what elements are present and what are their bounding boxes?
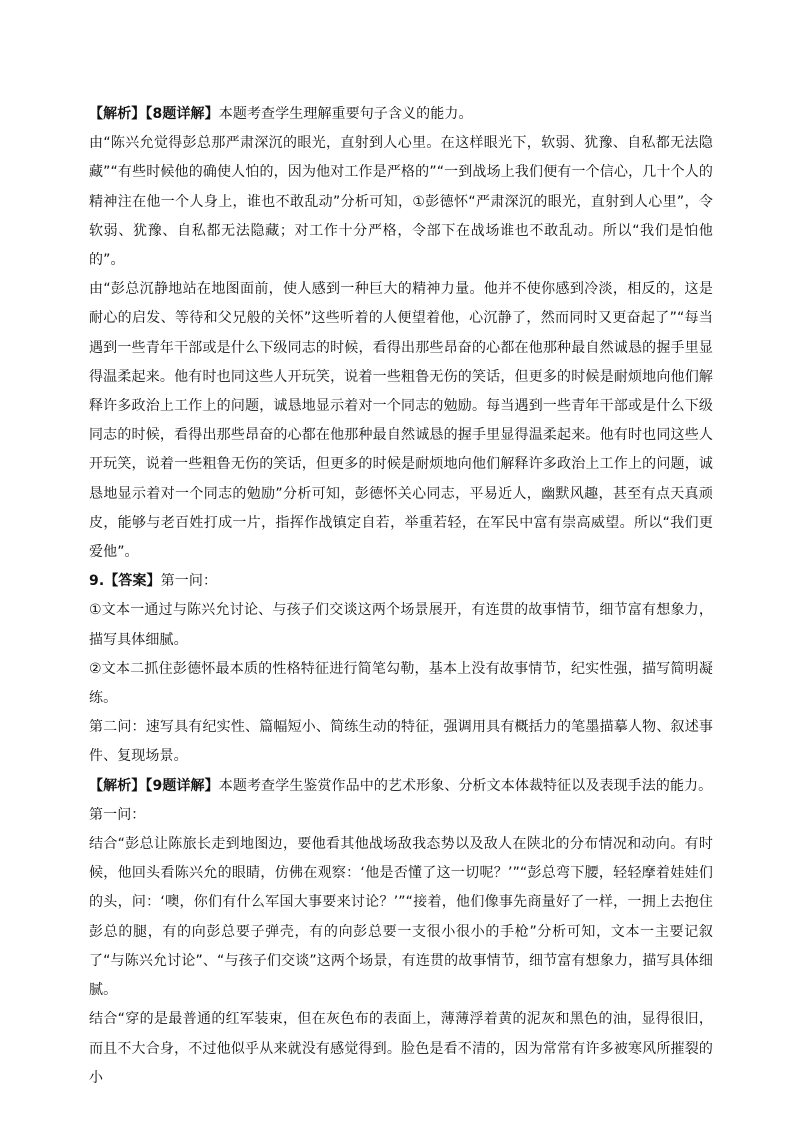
paragraph-text: ①文本一通过与陈兴允讨论、与孩子们交谈这两个场景展开，有连贯的故事情节，细节富有想象力，描写具体细腻。 bbox=[89, 602, 713, 648]
paragraph-analysis-8 bbox=[89, 100, 713, 129]
paragraph-text: 结合“穿的是最普通的红军装束，但在灰色布的表面上，薄薄浮着黄的泥灰和黑色的油，显得很旧，而且不大合身，不过他似乎从来就没有感觉得到。脸色是看不清的，因为常常有许多被寒风所摧裂的小 bbox=[89, 1011, 713, 1086]
paragraph-text: 结合“彭总让陈旅长走到地图边，要他看其他战场敌我态势以及敌人在陕北的分布情况和动向。有时候，他回头看陈兴允的眼睛，仿佛在观察：‘他是否懂了这一切呢？’”“彭总弯下腰，轻轻摩着娃娃们的头，问：‘噢，你们有什么军国大事要来讨论？’”“接着，他们像事先商量好了一样，一拥上去抱住彭总的腿，有的向彭总要子弹壳，有的向彭总要一支很小很小的手枪”分析可知，文本一主要记叙了“与陈兴允讨论”、“与孩子们交谈”这两个场景，有连贯的故事情节，细节富有想象力，描写具体细腻。 bbox=[89, 836, 713, 999]
paragraph-text: 第二问：速写具有纪实性、篇幅短小、简练生动的特征，强调用具有概括力的笔墨描摹人物、叙述事件、复现场景。 bbox=[89, 719, 713, 765]
paragraph-text1-analysis bbox=[89, 830, 713, 1005]
analysis-label-9: 【解析】【9题详解】 bbox=[89, 777, 219, 794]
document-page bbox=[89, 100, 713, 1093]
answer-label-9: 9.【答案】 bbox=[89, 573, 161, 590]
paragraph-text: 第一问： bbox=[160, 573, 218, 590]
paragraph-fear-analysis bbox=[89, 129, 713, 275]
analysis-label-8: 【解析】【8题详解】 bbox=[89, 106, 219, 122]
paragraph-second-question bbox=[89, 713, 713, 771]
paragraph-first-question-heading bbox=[89, 801, 713, 830]
paragraph-analysis-9 bbox=[89, 772, 713, 801]
paragraph-text: 由“彭总沉静地站在地图面前，使人感到一种巨大的精神力量。他并不使你感到冷淡，相反的，这是耐心的启发、等待和父兄般的关怀”这些听着的人便望着他，心沉静了，然而同时又更奋起了”“每当遇到一些青年干部或是什么下级同志的时候，看得出那些昂奋的心都在他那种最自然诚恳的握手里显得温柔起来。他有时也同这些人开玩笑，说着一些粗鲁无伤的笑话，但更多的时候是耐烦地向他们解释许多政治上工作上的问题，诚恳地显示着对一个同志的勉励。每当遇到一些青年干部或是什么下级同志的时候，看得出那些昂奋的心都在他那种最自然诚恳的握手里显得温柔起来。他有时也同这些人开玩笑，说着一些粗鲁无伤的笑话，但更多的时候是耐烦地向他们解释许多政治上工作上的问题，诚恳地显示着对一个同志的勉励”分析可知，彭德怀关心同志，平易近人，幽默风趣，甚至有点天真顽皮，能够与老百姓打成一片，指挥作战镇定自若，举重若轻，在军民中富有崇高威望。所以“我们更爱他”。 bbox=[89, 281, 713, 561]
paragraph-text: 第一问： bbox=[89, 806, 146, 823]
paragraph-text: 本题考查学生理解重要句子含义的能力。 bbox=[218, 106, 473, 122]
paragraph-answer-9 bbox=[89, 567, 713, 596]
paragraph-text: 本题考查学生鉴赏作品中的艺术形象、分析文本体裁特征以及表现手法的能力。 bbox=[218, 777, 713, 794]
paragraph-text: ②文本二抓住彭德怀最本质的性格特征进行简笔勾勒，基本上没有故事情节，纪实性强，描写简明凝练。 bbox=[89, 660, 713, 707]
paragraph-point-2 bbox=[89, 655, 713, 713]
paragraph-love-analysis bbox=[89, 275, 713, 567]
paragraph-text: 由“陈兴允觉得彭总那严肃深沉的眼光，直射到人心里。在这样眼光下，软弱、犹豫、自私都无法隐藏”“有些时候他的确使人怕的，因为他对工作是严格的”“一到战场上我们便有一个信心，几十个人的精神注在他一个人身上，谁也不敢乱动”分析可知，①彭德怀“严肃深沉的眼光，直射到人心里”，令软弱、犹豫、自私都无法隐藏；对工作十分严格，令部下在战场谁也不敢乱动。所以“我们是怕他的”。 bbox=[89, 135, 713, 269]
paragraph-text2-analysis bbox=[89, 1005, 713, 1093]
paragraph-point-1 bbox=[89, 596, 713, 654]
